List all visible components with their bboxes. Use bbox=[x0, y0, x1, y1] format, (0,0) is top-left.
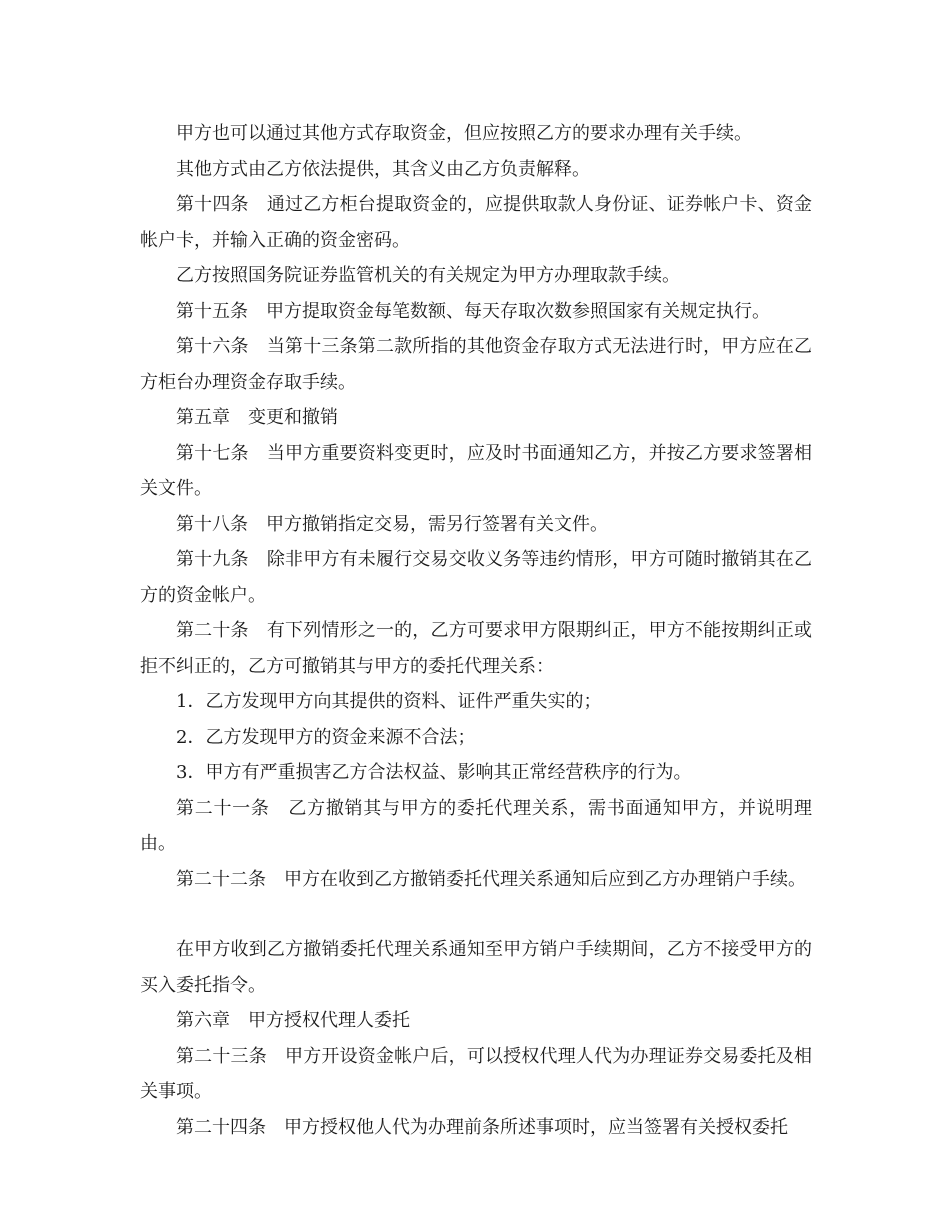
article-24: 第二十四条 甲方授权他人代为办理前条所述事项时，应当签署有关授权委托 bbox=[176, 1116, 788, 1138]
chapter-6-heading: 第六章 甲方授权代理人委托 bbox=[176, 1010, 410, 1031]
paragraph: 甲方也可以通过其他方式存取资金，但应按照乙方的要求办理有关手续。 bbox=[176, 123, 752, 144]
list-item: 1．乙方发现甲方向其提供的资料、证件严重失实的； bbox=[176, 691, 602, 712]
document-body bbox=[140, 116, 812, 1145]
article-18: 第十八条 甲方撤销指定交易，需另行签署有关文件。 bbox=[176, 513, 608, 535]
paragraph: 乙方按照国务院证券监管机关的有关规定为甲方办理取款手续。 bbox=[176, 265, 680, 286]
chapter-5-heading: 第五章 变更和撤销 bbox=[176, 407, 338, 428]
article-14: 第十四条 通过乙方柜台提取资金的，应提供取款人身份证、证券帐户卡、资金帐户卡，并输入正确的资金密码。 bbox=[140, 194, 812, 251]
article-22: 第二十二条 甲方在收到乙方撤销委托代理关系通知后应到乙方办理销户手续。 bbox=[176, 868, 806, 890]
paragraph: 其他方式由乙方依法提供，其含义由乙方负责解释。 bbox=[176, 158, 590, 180]
article-19: 第十九条 除非甲方有未履行交易交收义务等违约情形，甲方可随时撤销其在乙方的资金帐户。 bbox=[140, 549, 812, 606]
list-item: 3．甲方有严重损害乙方合法权益、影响其正常经营秩序的行为。 bbox=[176, 762, 692, 783]
paragraph: 在甲方收到乙方撤销委托代理关系通知至甲方销户手续期间，乙方不接受甲方的买入委托指令。 bbox=[140, 939, 812, 996]
article-15: 第十五条 甲方提取资金每笔数额、每天存取次数参照国家有关规定执行。 bbox=[176, 300, 770, 322]
article-16: 第十六条 当第十三条第二款所指的其他资金存取方式无法进行时，甲方应在乙方柜台办理资金存取手续。 bbox=[140, 336, 812, 393]
article-20: 第二十条 有下列情形之一的，乙方可要求甲方限期纠正，甲方不能按期纠正或拒不纠正的，乙方可撤销其与甲方的委托代理关系： bbox=[140, 620, 812, 677]
article-23: 第二十三条 甲方开设资金帐户后，可以授权代理人代为办理证券交易委托及相关事项。 bbox=[140, 1045, 812, 1102]
article-17: 第十七条 当甲方重要资料变更时，应及时书面通知乙方，并按乙方要求签署相关文件。 bbox=[140, 442, 812, 499]
list-item: 2．乙方发现甲方的资金来源不合法； bbox=[176, 726, 476, 748]
article-21: 第二十一条 乙方撤销其与甲方的委托代理关系，需书面通知甲方，并说明理由。 bbox=[140, 797, 812, 854]
